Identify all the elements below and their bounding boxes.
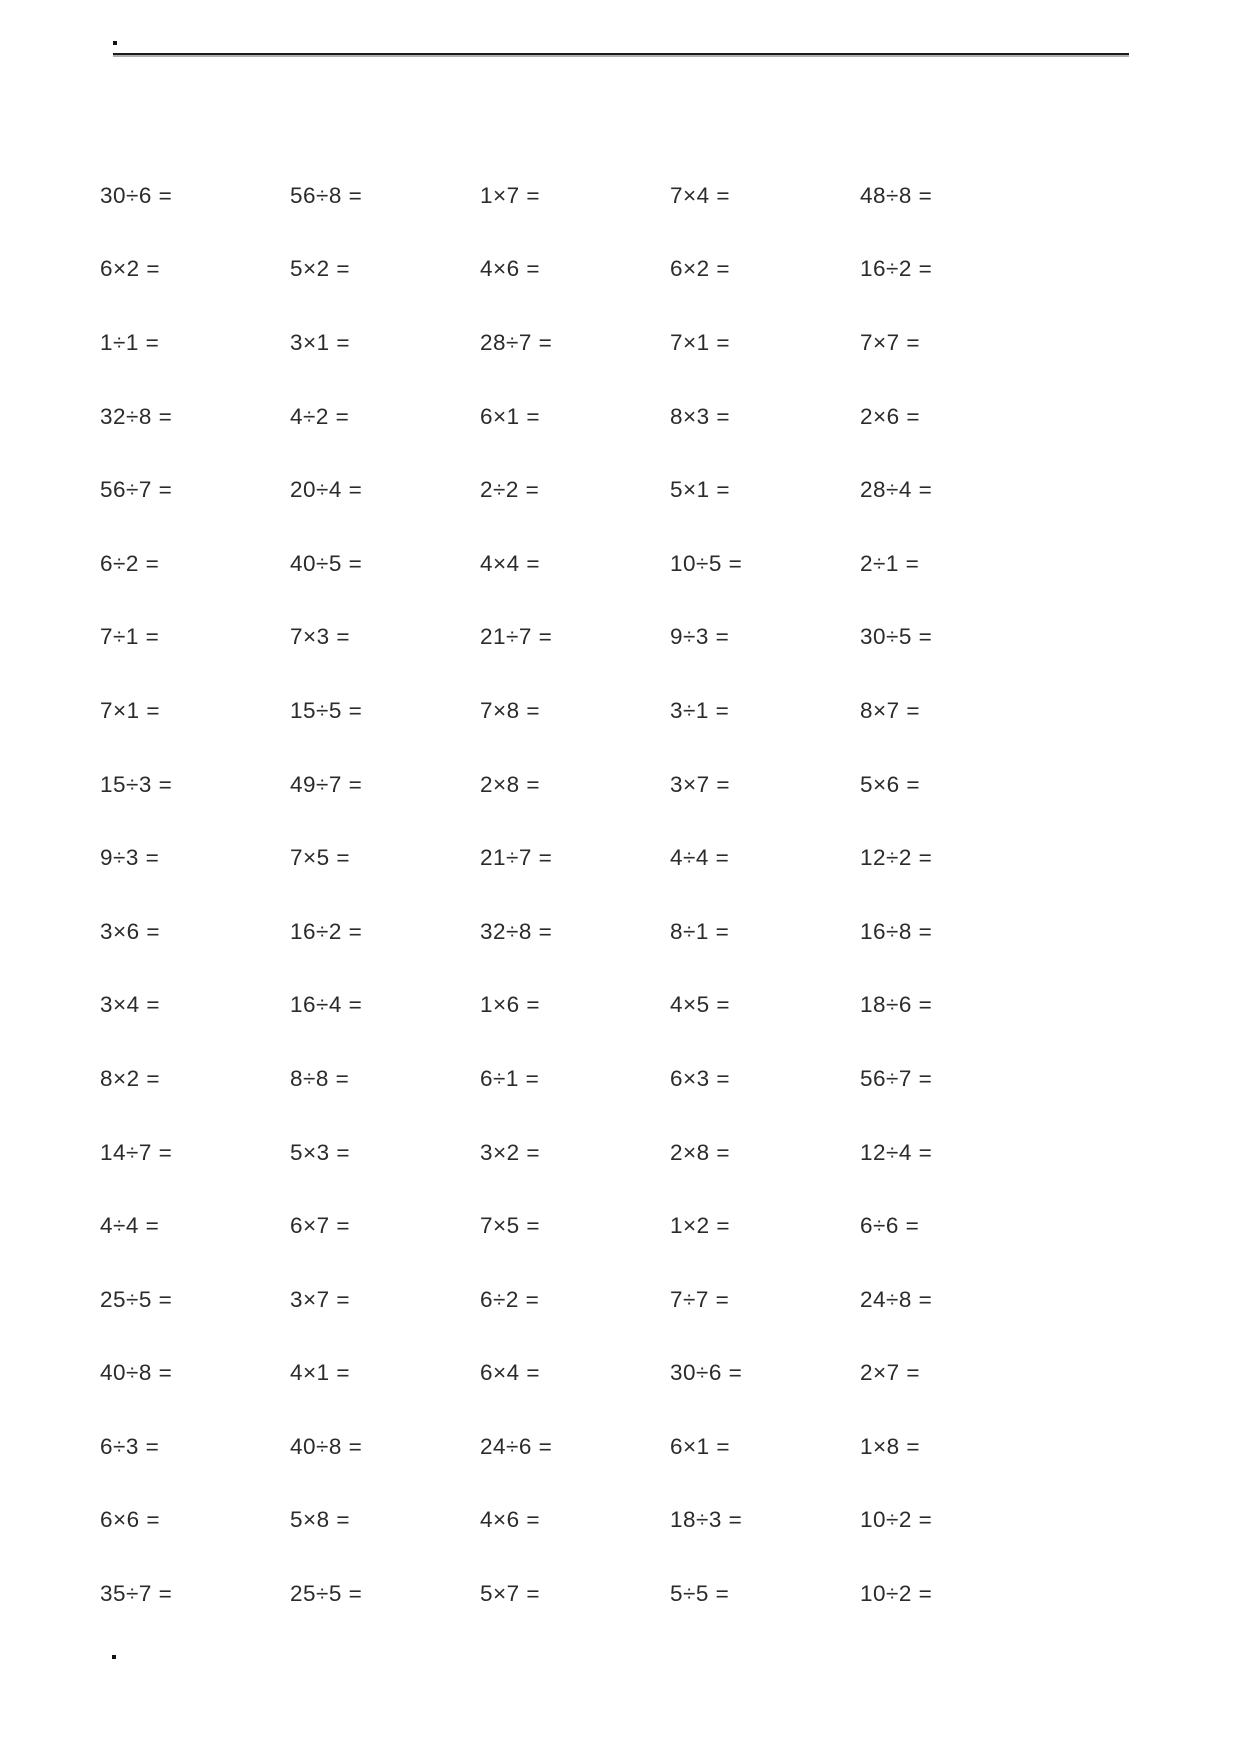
problem-cell-r8-c5: 8×7 = xyxy=(860,697,921,723)
problem-cell-r3-c4: 7×1 = xyxy=(670,329,731,355)
problem-cell-r5-c3: 2÷2 = xyxy=(480,477,540,503)
problem-cell-r11-c3: 32÷8 = xyxy=(480,918,553,944)
problem-cell-r10-c1: 9÷3 = xyxy=(100,845,160,871)
problem-cell-r2-c5: 16÷2 = xyxy=(860,256,933,282)
problem-cell-r14-c2: 5×3 = xyxy=(290,1139,351,1165)
problem-cell-r4-c1: 32÷8 = xyxy=(100,403,173,429)
problem-cell-r6-c5: 2÷1 = xyxy=(860,550,920,576)
problem-cell-r3-c5: 7×7 = xyxy=(860,329,921,355)
bottom-left-page-mark xyxy=(112,1655,116,1659)
problem-cell-r20-c1: 35÷7 = xyxy=(100,1581,173,1607)
problem-cell-r5-c4: 5×1 = xyxy=(670,477,731,503)
problem-cell-r9-c3: 2×8 = xyxy=(480,771,541,797)
problem-cell-r16-c4: 7÷7 = xyxy=(670,1286,730,1312)
problem-cell-r1-c3: 1×7 = xyxy=(480,182,541,208)
problem-cell-r20-c5: 10÷2 = xyxy=(860,1581,933,1607)
problem-cell-r4-c2: 4÷2 = xyxy=(290,403,350,429)
problem-cell-r18-c4: 6×1 = xyxy=(670,1433,731,1459)
problem-cell-r7-c2: 7×3 = xyxy=(290,624,351,650)
problem-cell-r15-c3: 7×5 = xyxy=(480,1213,541,1239)
problem-cell-r19-c1: 6×6 = xyxy=(100,1507,161,1533)
problem-cell-r15-c1: 4÷4 = xyxy=(100,1213,160,1239)
problem-cell-r6-c3: 4×4 = xyxy=(480,550,541,576)
problem-cell-r9-c2: 49÷7 = xyxy=(290,771,363,797)
problem-cell-r1-c4: 7×4 = xyxy=(670,182,731,208)
problem-cell-r6-c2: 40÷5 = xyxy=(290,550,363,576)
problem-cell-r18-c2: 40÷8 = xyxy=(290,1433,363,1459)
problem-cell-r2-c4: 6×2 = xyxy=(670,256,731,282)
problem-cell-r10-c5: 12÷2 = xyxy=(860,845,933,871)
problem-cell-r13-c2: 8÷8 = xyxy=(290,1065,350,1091)
problem-cell-r3-c1: 1÷1 = xyxy=(100,329,160,355)
problem-cell-r12-c4: 4×5 = xyxy=(670,992,731,1018)
problem-cell-r19-c3: 4×6 = xyxy=(480,1507,541,1533)
problem-cell-r8-c1: 7×1 = xyxy=(100,697,161,723)
problem-cell-r16-c3: 6÷2 = xyxy=(480,1286,540,1312)
top-left-page-mark xyxy=(113,41,117,45)
problem-cell-r15-c4: 1×2 = xyxy=(670,1213,731,1239)
problem-cell-r12-c5: 18÷6 = xyxy=(860,992,933,1018)
problem-cell-r7-c4: 9÷3 = xyxy=(670,624,730,650)
problem-cell-r1-c1: 30÷6 = xyxy=(100,182,173,208)
problem-cell-r4-c4: 8×3 = xyxy=(670,403,731,429)
problem-cell-r19-c5: 10÷2 = xyxy=(860,1507,933,1533)
problem-cell-r14-c3: 3×2 = xyxy=(480,1139,541,1165)
problem-cell-r16-c5: 24÷8 = xyxy=(860,1286,933,1312)
problem-cell-r5-c5: 28÷4 = xyxy=(860,477,933,503)
problem-cell-r11-c5: 16÷8 = xyxy=(860,918,933,944)
problem-cell-r7-c1: 7÷1 = xyxy=(100,624,160,650)
problem-cell-r13-c5: 56÷7 = xyxy=(860,1065,933,1091)
problem-cell-r16-c1: 25÷5 = xyxy=(100,1286,173,1312)
problem-cell-r13-c4: 6×3 = xyxy=(670,1065,731,1091)
problem-cell-r7-c3: 21÷7 = xyxy=(480,624,553,650)
problem-cell-r3-c3: 28÷7 = xyxy=(480,329,553,355)
problem-cell-r8-c2: 15÷5 = xyxy=(290,697,363,723)
problem-cell-r20-c2: 25÷5 = xyxy=(290,1581,363,1607)
problem-cell-r3-c2: 3×1 = xyxy=(290,329,351,355)
problem-cell-r4-c3: 6×1 = xyxy=(480,403,541,429)
problem-cell-r9-c4: 3×7 = xyxy=(670,771,731,797)
problem-cell-r18-c3: 24÷6 = xyxy=(480,1433,553,1459)
problem-cell-r15-c2: 6×7 = xyxy=(290,1213,351,1239)
problem-cell-r17-c3: 6×4 = xyxy=(480,1360,541,1386)
problem-cell-r13-c1: 8×2 = xyxy=(100,1065,161,1091)
problem-cell-r19-c2: 5×8 = xyxy=(290,1507,351,1533)
header-rule xyxy=(113,53,1129,55)
problem-cell-r12-c3: 1×6 = xyxy=(480,992,541,1018)
problem-cell-r14-c4: 2×8 = xyxy=(670,1139,731,1165)
problem-cell-r1-c2: 56÷8 = xyxy=(290,182,363,208)
problem-cell-r14-c5: 12÷4 = xyxy=(860,1139,933,1165)
problem-cell-r10-c2: 7×5 = xyxy=(290,845,351,871)
problem-cell-r8-c3: 7×8 = xyxy=(480,697,541,723)
problem-cell-r20-c3: 5×7 = xyxy=(480,1581,541,1607)
problem-cell-r6-c4: 10÷5 = xyxy=(670,550,743,576)
problem-cell-r12-c1: 3×4 = xyxy=(100,992,161,1018)
problem-cell-r14-c1: 14÷7 = xyxy=(100,1139,173,1165)
problem-cell-r17-c5: 2×7 = xyxy=(860,1360,921,1386)
problem-cell-r11-c1: 3×6 = xyxy=(100,918,161,944)
problem-cell-r17-c1: 40÷8 = xyxy=(100,1360,173,1386)
problems-grid xyxy=(100,159,1060,1631)
problem-cell-r6-c1: 6÷2 = xyxy=(100,550,160,576)
problem-cell-r13-c3: 6÷1 = xyxy=(480,1065,540,1091)
problem-cell-r19-c4: 18÷3 = xyxy=(670,1507,743,1533)
problem-cell-r10-c3: 21÷7 = xyxy=(480,845,553,871)
problem-cell-r15-c5: 6÷6 = xyxy=(860,1213,920,1239)
problem-cell-r2-c3: 4×6 = xyxy=(480,256,541,282)
problem-cell-r8-c4: 3÷1 = xyxy=(670,697,730,723)
problem-cell-r5-c2: 20÷4 = xyxy=(290,477,363,503)
problem-cell-r17-c2: 4×1 = xyxy=(290,1360,351,1386)
problem-cell-r5-c1: 56÷7 = xyxy=(100,477,173,503)
problem-cell-r11-c4: 8÷1 = xyxy=(670,918,730,944)
problem-cell-r1-c5: 48÷8 = xyxy=(860,182,933,208)
problem-cell-r18-c1: 6÷3 = xyxy=(100,1433,160,1459)
problem-cell-r2-c1: 6×2 = xyxy=(100,256,161,282)
problem-cell-r16-c2: 3×7 = xyxy=(290,1286,351,1312)
problem-cell-r11-c2: 16÷2 = xyxy=(290,918,363,944)
problem-cell-r20-c4: 5÷5 = xyxy=(670,1581,730,1607)
problem-cell-r17-c4: 30÷6 = xyxy=(670,1360,743,1386)
problem-cell-r10-c4: 4÷4 = xyxy=(670,845,730,871)
problem-cell-r7-c5: 30÷5 = xyxy=(860,624,933,650)
problem-cell-r9-c1: 15÷3 = xyxy=(100,771,173,797)
problem-cell-r18-c5: 1×8 = xyxy=(860,1433,921,1459)
problem-cell-r9-c5: 5×6 = xyxy=(860,771,921,797)
problem-cell-r4-c5: 2×6 = xyxy=(860,403,921,429)
problem-cell-r2-c2: 5×2 = xyxy=(290,256,351,282)
problem-cell-r12-c2: 16÷4 = xyxy=(290,992,363,1018)
